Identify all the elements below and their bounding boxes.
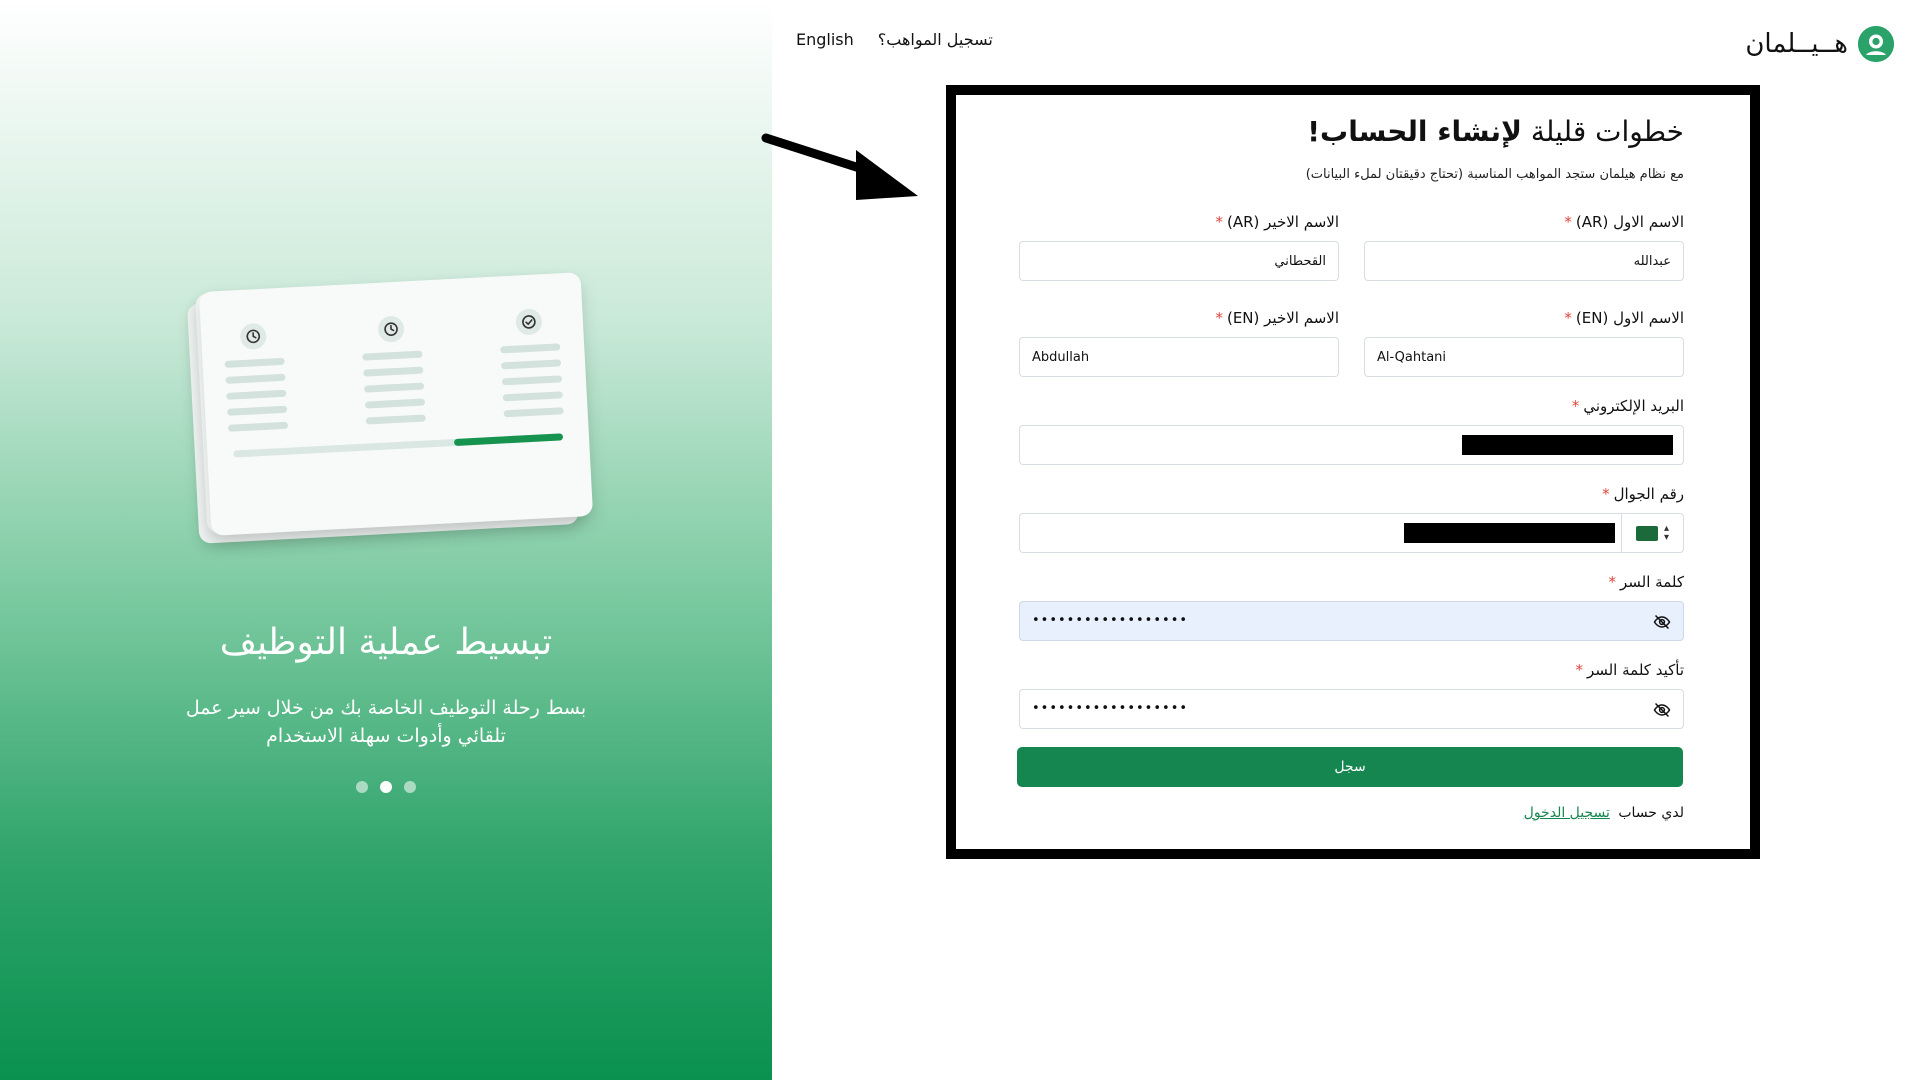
eye-off-icon[interactable] xyxy=(1653,613,1671,635)
illustration-line xyxy=(364,383,424,393)
brand-logo[interactable] xyxy=(1745,26,1894,62)
hero-subtitle: بسط رحلة التوظيف الخاصة بك من خلال سير عمل تلقائي وأدوات سهلة الاستخدام xyxy=(185,697,587,747)
illustration-card-front xyxy=(199,272,593,536)
login-link[interactable]: تسجيل الدخول xyxy=(1523,805,1610,821)
illustration-column xyxy=(498,307,564,426)
label-text: الاسم الاول (AR) xyxy=(1575,213,1684,231)
eye-off-icon[interactable] xyxy=(1653,701,1671,723)
carousel-dot[interactable] xyxy=(404,781,416,793)
illustration-line xyxy=(503,391,563,401)
first-name-en-field xyxy=(1364,309,1684,377)
signup-frame xyxy=(946,85,1760,859)
required-mark: * xyxy=(1564,309,1572,327)
talent-register-link[interactable]: تسجيل المواهب؟ xyxy=(877,30,993,49)
label-text: رقم الجوال xyxy=(1613,485,1684,503)
redacted-email-block xyxy=(1462,435,1673,455)
label-text: كلمة السر xyxy=(1620,573,1684,591)
illustration-line xyxy=(366,414,426,424)
phone-field xyxy=(1019,485,1684,553)
label-text: تأكيد كلمة السر xyxy=(1586,661,1684,679)
hero-title: تبسيط عملية التوظيف xyxy=(219,622,553,663)
brand-logo-text: هــيــلمان xyxy=(1745,29,1848,59)
first-name-en-label xyxy=(1364,309,1684,327)
form-title-bold: لإنشاء الحساب! xyxy=(1307,115,1522,148)
required-mark: * xyxy=(1564,213,1572,231)
confirm-password-field xyxy=(1019,661,1684,729)
annotation-arrow-icon xyxy=(760,126,930,206)
chevron-updown-icon: ▴ ▾ xyxy=(1663,523,1670,543)
illustration-line xyxy=(501,359,561,369)
phone-label xyxy=(1019,485,1684,503)
illustration-line xyxy=(365,398,425,408)
have-account-text: لدي حساب xyxy=(1618,805,1684,821)
required-mark: * xyxy=(1575,661,1583,679)
email-input[interactable] xyxy=(1019,425,1684,465)
illustration-line xyxy=(503,407,563,417)
check-circle-icon xyxy=(515,308,542,335)
illustration-progress-fill xyxy=(454,433,563,446)
confirm-password-label xyxy=(1019,661,1684,679)
illustration-column xyxy=(223,322,289,441)
redacted-phone-block xyxy=(1404,523,1615,543)
country-code-select[interactable] xyxy=(1621,514,1683,552)
form-title-light: خطوات قليلة xyxy=(1521,115,1684,148)
illustration-line xyxy=(225,358,285,368)
first-name-en-input[interactable]: Al-Qahtani xyxy=(1364,337,1684,377)
language-switch-link[interactable]: English xyxy=(796,30,854,49)
illustration-line xyxy=(502,375,562,385)
clock-icon xyxy=(240,323,267,350)
illustration-line xyxy=(226,390,286,400)
password-input[interactable] xyxy=(1019,601,1684,641)
password-label xyxy=(1019,573,1684,591)
label-text: الاسم الاخير (AR) xyxy=(1226,213,1339,231)
password-value: •••••••••••••••••• xyxy=(1032,613,1189,628)
illustration-line xyxy=(363,367,423,377)
saudi-flag-icon xyxy=(1636,526,1658,541)
signup-form xyxy=(956,95,1750,849)
first-name-ar-input[interactable]: عبدالله xyxy=(1364,241,1684,281)
required-mark: * xyxy=(1215,213,1223,231)
last-name-ar-field xyxy=(1019,213,1339,281)
last-name-ar-label xyxy=(1019,213,1339,231)
illustration-line xyxy=(362,351,422,361)
first-name-ar-label xyxy=(1364,213,1684,231)
illustration-line xyxy=(225,374,285,384)
illustration-column xyxy=(360,315,426,434)
phone-input[interactable] xyxy=(1019,513,1684,553)
carousel-dot[interactable] xyxy=(356,781,368,793)
login-prompt xyxy=(1524,805,1684,821)
form-title xyxy=(1307,115,1684,148)
hero-panel xyxy=(0,0,772,1080)
top-nav xyxy=(796,30,993,49)
label-text: البريد الإلكتروني xyxy=(1583,397,1684,415)
label-text: الاسم الاول (EN) xyxy=(1575,309,1684,327)
label-text: الاسم الاخير (EN) xyxy=(1226,309,1339,327)
last-name-en-input[interactable]: Abdullah xyxy=(1019,337,1339,377)
required-mark: * xyxy=(1571,397,1580,415)
last-name-en-label xyxy=(1019,309,1339,327)
last-name-en-field xyxy=(1019,309,1339,377)
first-name-ar-field xyxy=(1364,213,1684,281)
carousel-dots xyxy=(0,781,772,793)
confirm-password-value: •••••••••••••••••• xyxy=(1032,701,1189,716)
last-name-ar-input[interactable]: القحطاني xyxy=(1019,241,1339,281)
hero-illustration xyxy=(185,272,585,542)
illustration-line xyxy=(227,406,287,416)
confirm-password-input[interactable] xyxy=(1019,689,1684,729)
form-subtitle: مع نظام هيلمان ستجد المواهب المناسبة (تحتاج دقيقتان لملء البيانات) xyxy=(1305,167,1684,182)
logo-mark-icon xyxy=(1858,26,1894,62)
illustration-line xyxy=(228,422,288,432)
register-button[interactable]: سجل xyxy=(1017,747,1683,787)
required-mark: * xyxy=(1608,573,1617,591)
required-mark: * xyxy=(1215,309,1223,327)
email-field xyxy=(1019,397,1684,465)
illustration-line xyxy=(500,343,560,353)
clock-icon xyxy=(377,315,404,342)
email-label xyxy=(1019,397,1684,415)
required-mark: * xyxy=(1602,485,1610,503)
password-field xyxy=(1019,573,1684,641)
carousel-dot[interactable] xyxy=(380,781,392,793)
